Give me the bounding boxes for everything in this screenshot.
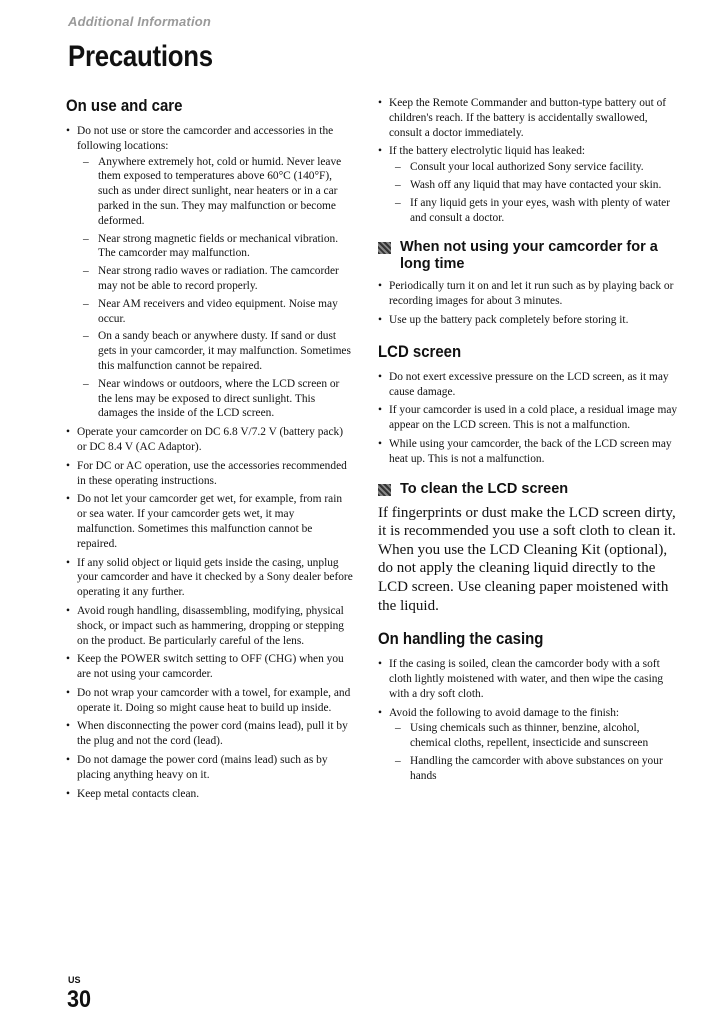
list-item: [378, 144, 678, 225]
list-item: – Consult your local authorized Sony service facility.: [389, 160, 678, 175]
section-marker-icon: [378, 484, 391, 496]
list-item: – Near strong radio waves or radiation. The camcorder may not be able to record properly.: [77, 264, 354, 294]
clean-lcd-body: If fingerprints or dust make the LCD screen dirty, it is recommended you use a soft cloth to clean it. When you use the LCD Cleaning Kit (optional), do not apply the cleaning liquid directly to the LCD screen. Use cleaning paper moistened with the liquid.: [378, 504, 676, 614]
page-number: 30: [67, 986, 92, 1013]
list-item: • If the casing is soiled, clean the camcorder body with a soft cloth lightly moistened with water, and then wipe the casing with a dry soft cloth.: [378, 657, 678, 701]
list-item: • Do not damage the power cord (mains lead) such as by placing anything heavy on it.: [66, 753, 354, 783]
list-item: • Periodically turn it on and let it run such as by playing back or recording images for about 3 minutes.: [378, 279, 678, 309]
right-column: [378, 96, 678, 787]
list-item: • Do not wrap your camcorder with a towel, for example, and operate it. Doing so might cause heat to build up inside.: [66, 686, 354, 716]
list-item: – If any liquid gets in your eyes, wash with plenty of water and consult a doctor.: [389, 196, 678, 226]
section-label: Additional Information: [68, 14, 212, 29]
list-item: – Near strong magnetic fields or mechanical vibration. The camcorder may malfunction.: [77, 232, 354, 262]
list-item: – Wash off any liquid that may have contacted your skin.: [389, 178, 678, 193]
heading-clean-lcd: [378, 481, 678, 498]
list-item: – Near windows or outdoors, where the LCD screen or the lens may be exposed to direct sunlight. This damages the inside of the LCD screen.: [77, 377, 354, 421]
heading-casing: On handling the casing: [378, 629, 544, 649]
bullet-text: Do not use or store the camcorder and accessories in the following locations:: [77, 125, 334, 152]
lcd-list: [378, 370, 678, 467]
list-item: • Keep the Remote Commander and button-type battery out of children's reach. If the battery is accidentally swallowed, consult a doctor immediately.: [378, 96, 678, 140]
heading-lcd-screen: LCD screen: [378, 341, 462, 361]
region-label: US: [68, 975, 81, 985]
not-using-list: [378, 279, 678, 327]
heading-text: When not using your camcorder for a long time: [400, 239, 658, 273]
heading-not-using: [378, 239, 678, 273]
section-marker-icon: [378, 242, 391, 254]
list-item: • If your camcorder is used in a cold place, a residual image may appear on the LCD screen. This is not a malfunction.: [378, 403, 678, 433]
list-item: [378, 706, 678, 784]
heading-use-and-care: On use and care: [66, 96, 183, 115]
list-item: • For DC or AC operation, use the accessories recommended in these operating instructions.: [66, 459, 354, 489]
list-item: – Using chemicals such as thinner, benzine, alcohol, chemical cloths, repellent, insecticide and sunscreen: [389, 721, 678, 751]
list-item: – Near AM receivers and video equipment. Noise may occur.: [77, 297, 354, 327]
list-item: – Handling the camcorder with above substances on your hands: [389, 754, 678, 784]
locations-list: [77, 155, 354, 422]
use-and-care-list: [66, 124, 354, 801]
list-item: • Do not let your camcorder get wet, for example, from rain or sea water. If your camcorder gets wet, it may malfunction. Sometimes this malfunction cannot be repaired.: [66, 492, 354, 551]
list-item: • Operate your camcorder on DC 6.8 V/7.2 V (battery pack) or DC 8.4 V (AC Adaptor).: [66, 425, 354, 455]
bullet-text: Avoid the following to avoid damage to the finish:: [389, 706, 620, 719]
bullet-text: If the battery electrolytic liquid has leaked:: [389, 145, 586, 158]
list-item: • Use up the battery pack completely before storing it.: [378, 313, 678, 328]
list-item: • Do not exert excessive pressure on the LCD screen, as it may cause damage.: [378, 370, 678, 400]
list-item: – Anywhere extremely hot, cold or humid. Never leave them exposed to temperatures above 60°C (140°F), such as under direct sunlight, near heaters or in a car parked in the sun. They may malfunction or become deformed.: [77, 155, 354, 229]
list-item: • Avoid rough handling, disassembling, modifying, physical shock, or impact such as hammering, dropping or stepping on the product. Be particularly careful of the lens.: [66, 604, 354, 648]
list-item: • When disconnecting the power cord (mains lead), pull it by the plug and not the cord (lead).: [66, 719, 354, 749]
list-item: • While using your camcorder, the back of the LCD screen may heat up. This is not a malfunction.: [378, 437, 678, 467]
leak-steps-list: [389, 160, 678, 225]
heading-text: To clean the LCD screen: [400, 480, 569, 497]
list-item: [66, 124, 354, 421]
use-and-care-list-continued: [378, 96, 678, 225]
page-title: Precautions: [68, 40, 213, 73]
list-item: – On a sandy beach or anywhere dusty. If sand or dust gets in your camcorder, it may malfunction. Sometimes this malfunction cannot be repaired.: [77, 329, 354, 373]
list-item: • Keep the POWER switch setting to OFF (CHG) when you are not using your camcorder.: [66, 652, 354, 682]
avoid-list: [389, 721, 678, 783]
list-item: • If any solid object or liquid gets inside the casing, unplug your camcorder and have it checked by a Sony dealer before operating it any further.: [66, 556, 354, 600]
left-column: [66, 96, 354, 805]
casing-list: [378, 657, 678, 783]
list-item: • Keep metal contacts clean.: [66, 787, 354, 802]
